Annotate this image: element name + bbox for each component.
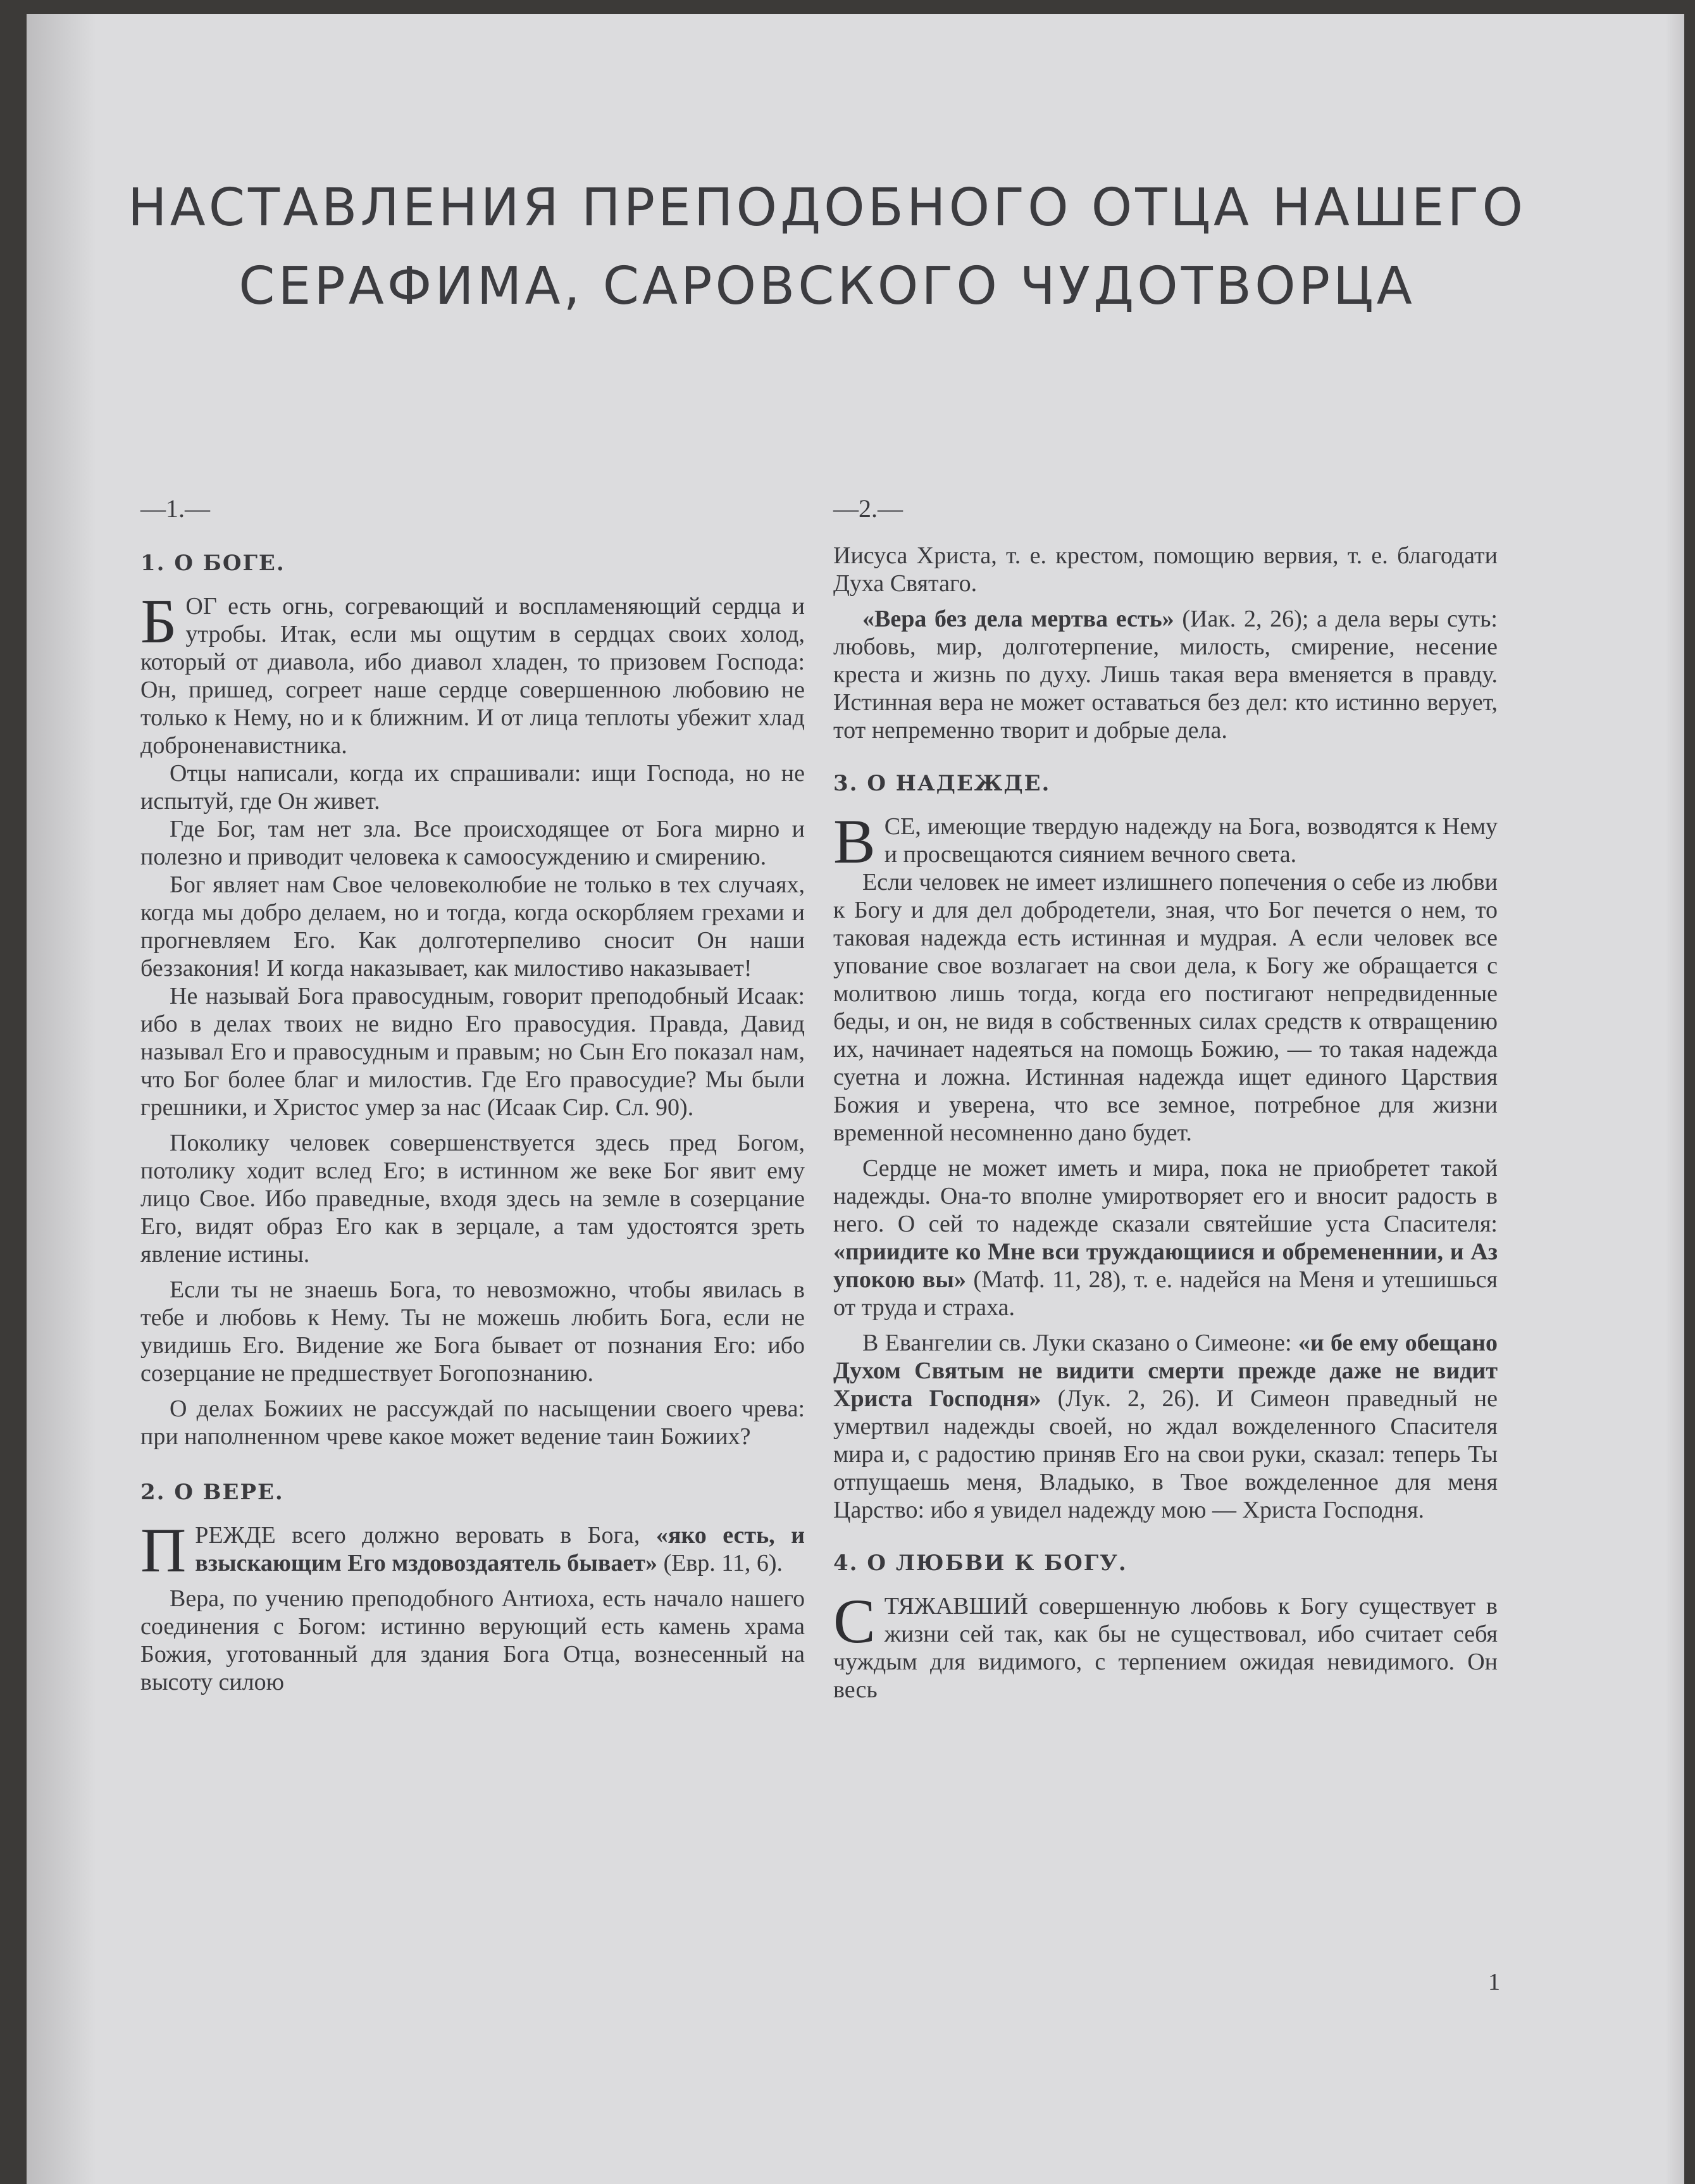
paragraph: Если ты не знаешь Бога, то невозможно, чтобы явилась в тебе и любовь к Нему. Ты не можешь любить Бога, если не увидишь Его. Видение же Бога бывает от познания Его: ибо созерцание не предшествует Богопознанию.: [140, 1276, 805, 1387]
page: [27, 14, 1684, 2184]
column-1: [140, 495, 805, 1696]
paragraph: Где Бог, там нет зла. Все происходящее от Бога мирно и полезно и приводит человека к самоосуждению и смирению.: [140, 816, 805, 870]
paragraph: Не называй Бога правосудным, говорит преподобный Исаак: ибо в делах твоих не видно Его правосудия. Правда, Давид называл Его и правосудным и правым; но Сын Его показал нам, что Бог более благ и милостив. Где Его правосудие? Мы были грешники, и Христос умер за нас (Исаак Сир. Сл. 90).: [140, 983, 805, 1121]
paragraph-text: (Матф. 11, 28), т. е. надейся на Меня и утешишься от труда и страха.: [833, 1266, 1498, 1321]
drop-cap: С: [833, 1586, 876, 1656]
drop-cap: В: [833, 806, 876, 877]
paragraph-text: (Иак. 2, 26); а дела веры суть: любовь, мир, долготерпение, милость, смирение, несение креста и жизнь по духу. Лишь такая вера вменяется в правду. Истинная вера не может оставаться без дел: кто истинно верует, тот непременно творит и добрые дела.: [833, 606, 1498, 744]
paragraph-text: В Евангелии св. Луки сказано о Симеоне:: [862, 1330, 1292, 1356]
title-line-2: СЕРАФИМА, САРОВСКОГО ЧУДОТВОРЦА: [239, 256, 1415, 316]
paragraph: Если человек не имеет излишнего попечения о себе из любви к Богу и для дел добродетели, зная, что Бог печется о нем, то таковая надежда есть истинная и мудрая. А если человек все упование свое возлагает на свои дела, к Богу же обращается с молитвою лишь тогда, когда его постигают непредвиденные беды, и он, не видя в собственных силах средств к отвращению их, начинает надеяться на помощь Божию, — то такая надежда суетна и ложна. Истинная надежда ищет единого Царствия Божия и уверена, что все земное, потребное для жизни временной несомненно дано будет.: [833, 869, 1498, 1146]
scripture-quote: «яко есть, и взыскающим Его мздовоздаятель бывает»: [195, 1522, 805, 1576]
lead-text: ТЯЖАВШИЙ совершенную любовь к Богу существует в жизни сей так, как бы не существовал, ибо считает себя чуждым для видимого, с терпением ожидая невидимого. Он весь: [833, 1593, 1498, 1703]
paragraph: [833, 1329, 1498, 1524]
paragraph: Бог являет нам Свое человеколюбие не только в тех случаях, когда мы добро делаем, но и тогда, когда оскорбляем грехами и прогневляем Его. Как долготерпеливо сносит Он наши беззакония! И когда наказывает, как милостиво наказывает!: [140, 871, 805, 982]
section-lead-paragraph: [833, 1586, 1498, 1704]
scripture-quote: «приидите ко Мне вси труждающиися и обремененнии, и Аз упокою вы»: [833, 1239, 1498, 1293]
column-marker: —2.—: [833, 494, 903, 523]
page-title: [121, 169, 1532, 326]
section-heading-faith: 2. О ВЕРЕ.: [140, 1480, 284, 1505]
lead-text: ОГ есть огнь, согревающий и воспламеняющий сердца и утробы. Итак, если мы ощутим в сердцах своих холод, который от диавола, ибо диавол хладен, то призовем Господа: Он, пришед, согреет наше сердце совершенною любовию не только к Нему, но и к ближним. И от лица теплоты убежит хлад доброненавистника.: [140, 593, 805, 759]
section-lead-paragraph: [140, 1515, 805, 1585]
title-line-1: НАСТАВЛЕНИЯ ПРЕПОДОБНОГО ОТЦА НАШЕГО: [127, 178, 1527, 238]
scripture-quote: «Вера без дела мертва есть»: [862, 606, 1174, 632]
section-lead-paragraph: [140, 586, 805, 759]
paragraph: Вера, по учению преподобного Антиоха, есть начало нашего соединения с Богом: истинно верующий есть камень храма Божия, уготованный для здания Бога Отца, вознесенный на высоту силою: [140, 1585, 805, 1695]
section-heading-hope: 3. О НАДЕЖДЕ.: [833, 771, 1051, 796]
scripture-reference: (Евр. 11, 6).: [663, 1550, 783, 1576]
paragraph: Отцы написали, когда их спрашивали: ищи Господа, но не испытуй, где Он живет.: [140, 760, 805, 814]
section-heading-god: 1. О БОГЕ.: [140, 551, 285, 576]
page-edge: [1665, 14, 1684, 2184]
paragraph: О делах Божиих не рассуждай по насыщении своего чрева: при наполненном чреве какое может ведение таин Божиих?: [140, 1395, 805, 1450]
paragraph: [833, 1154, 1498, 1321]
paragraph-text: (Лук. 2, 26). И Симеон праведный не умертвил надежды своей, но ждал вожделенного Спасителя мира и, с радостию приняв Его на свои руки, сказал: теперь Ты отпущаешь меня, Владыко, в Твое вожделенное для меня Царство: ибо я увидел надежду мою — Христа Господня.: [833, 1385, 1498, 1523]
column-marker: —1.—: [140, 494, 210, 523]
section-heading-love: 4. О ЛЮБВИ К БОГУ.: [833, 1551, 1127, 1576]
book-spine-shadow: [27, 14, 96, 2184]
lead-text: СЕ, имеющие твердую надежду на Бога, возводятся к Нему и просвещаются сиянием вечного света.: [884, 813, 1498, 868]
paragraph-text: Сердце не может иметь и мира, пока не приобретет такой надежды. Она-то вполне умиротворяет его и вносит радость в него. О сей то надежде сказали святейшие уста Спасителя:: [833, 1155, 1498, 1237]
column-2: [833, 495, 1498, 1704]
paragraph: Поколику человек совершенствуется здесь пред Богом, потолику ходит вслед Его; в истинном же веке Бог явит ему лицо Свое. Ибо праведные, входя здесь на земле в созерцание Его, видят образ Его как в зерцале, а там удостоятся зреть явление истины.: [140, 1130, 805, 1268]
paragraph-continuation: Иисуса Христа, т. е. крестом, помощию вервия, т. е. благодати Духа Святаго.: [833, 542, 1498, 597]
scripture-quote: «и бе ему обещано Духом Святым не видити смерти прежде даже не видит Христа Господня»: [833, 1330, 1498, 1412]
page-number: 1: [1488, 1969, 1500, 1995]
paragraph: [833, 605, 1498, 744]
section-lead-paragraph: [833, 806, 1498, 877]
lead-text: РЕЖДЕ всего должно веровать в Бога,: [195, 1522, 640, 1549]
drop-cap: П: [140, 1515, 187, 1585]
drop-cap: Б: [140, 586, 177, 656]
